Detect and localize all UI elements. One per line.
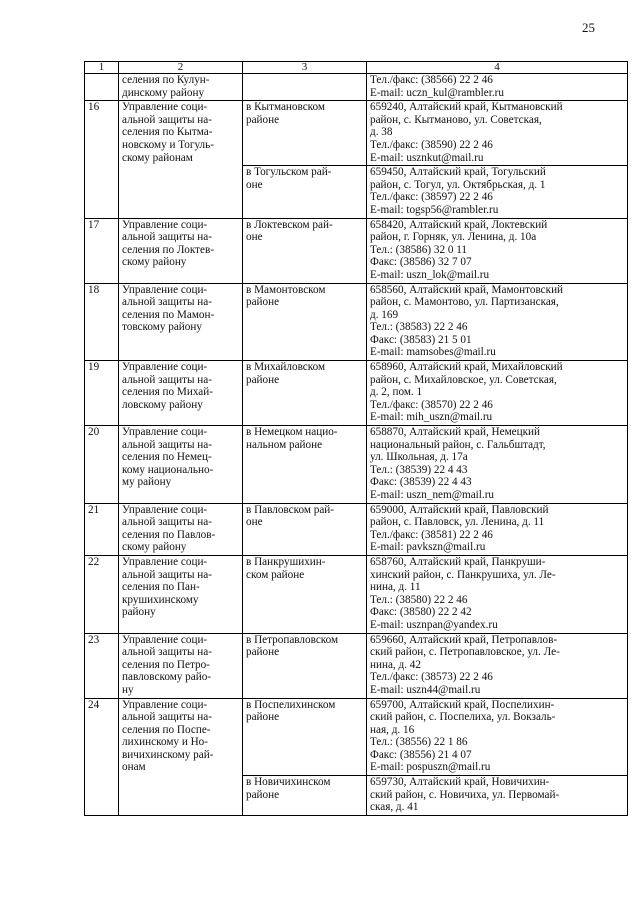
area-line: районе [246, 711, 280, 724]
area-line: районе [246, 646, 280, 659]
contact-cell [367, 218, 628, 283]
contact-line: ная, д. 16 [370, 723, 415, 736]
contact-line: Тел.: (38583) 22 2 46 [370, 321, 468, 334]
contact-line: Тел.: (38556) 22 1 86 [370, 736, 468, 749]
area-line: в Новичихинском [246, 776, 331, 789]
table-row [85, 698, 628, 776]
organization-cell [119, 218, 243, 283]
table-row [85, 283, 628, 361]
row-number: 22 [85, 555, 119, 633]
contact-cell [367, 361, 628, 426]
organization-line: динскому району [122, 86, 205, 99]
organization-line: Управление соци- [122, 218, 208, 231]
contact-line: 659450, Алтайский край, Тогульский [370, 166, 546, 179]
area-cell [243, 101, 367, 166]
table-row [85, 101, 628, 166]
area-line: районе [246, 113, 280, 126]
contact-cell [367, 283, 628, 361]
organization-cell [119, 361, 243, 426]
area-line: в Кытмановском [246, 101, 326, 114]
contact-cell [367, 426, 628, 504]
contact-line: нина, д. 11 [370, 581, 421, 594]
area-cell [243, 361, 367, 426]
organization-line: селения по Пан- [122, 581, 200, 594]
organization-cell [119, 101, 243, 218]
contact-line: 659240, Алтайский край, Кытмановский [370, 101, 563, 114]
organization-line: Управление соци- [122, 426, 208, 439]
organization-cell [119, 283, 243, 361]
organization-line: лихинскому и Но- [122, 736, 209, 749]
contact-cell [367, 633, 628, 698]
contact-cell [367, 74, 628, 101]
social-protection-table [84, 61, 628, 816]
contact-cell [367, 776, 628, 816]
area-line: в Михайловском [246, 361, 326, 374]
row-number [85, 74, 119, 101]
contact-line: ская, д. 41 [370, 801, 419, 814]
area-line: оне [246, 178, 263, 191]
row-number: 20 [85, 426, 119, 504]
area-line: районе [246, 788, 280, 801]
header-cell-1: 1 [85, 62, 119, 74]
email-line: E-mail: usznpan@yandex.ru [370, 618, 498, 631]
email-line: E-mail: pavkszn@mail.ru [370, 541, 486, 554]
contact-line: 658760, Алтайский край, Панкруши- [370, 555, 546, 568]
organization-line: альной защиты на- [122, 711, 212, 724]
contact-line: Факс: (38583) 21 5 01 [370, 333, 472, 346]
area-line: в Поспелихинском [246, 698, 336, 711]
area-line: в Петропавловском [246, 633, 339, 646]
area-line: районе [246, 296, 280, 309]
area-cell [243, 283, 367, 361]
contact-line: 659700, Алтайский край, Поспелихин- [370, 698, 555, 711]
email-line: E-mail: uszn_lok@mail.ru [370, 268, 490, 281]
table-row [85, 361, 628, 426]
area-line: в Немецком нацио- [246, 426, 338, 439]
table-row [85, 633, 628, 698]
organization-line: скому району [122, 541, 187, 554]
contact-line: Тел./факс: (38570) 22 2 46 [370, 398, 493, 411]
contact-line: д. 169 [370, 308, 399, 321]
contact-line: район, с. Мамонтово, ул. Партизанская, [370, 296, 559, 309]
contact-line: национальный район, с. Гальбштадт, [370, 438, 546, 451]
contact-line: ский район, с. Поспелиха, ул. Вокзаль- [370, 711, 556, 724]
organization-cell [119, 555, 243, 633]
organization-line: альной защиты на- [122, 438, 212, 451]
contact-line: район, с. Кытманово, ул. Советская, [370, 113, 542, 126]
organization-line: новскому и Тогуль- [122, 138, 214, 151]
organization-line: селения по Михай- [122, 386, 213, 399]
area-cell [243, 633, 367, 698]
contact-line: Тел.: (38586) 32 0 11 [370, 243, 468, 256]
row-number: 24 [85, 698, 119, 815]
area-cell [243, 503, 367, 555]
table-row [85, 74, 628, 101]
contact-line: Тел.: (38539) 22 4 43 [370, 463, 468, 476]
organization-line: альной защиты на- [122, 113, 212, 126]
area-line: оне [246, 231, 263, 244]
organization-line: альной защиты на- [122, 296, 212, 309]
contact-line: 659730, Алтайский край, Новичихин- [370, 776, 550, 789]
contact-line: Тел./факс: (38566) 22 2 46 [370, 74, 493, 86]
table-row [85, 218, 628, 283]
organization-cell [119, 633, 243, 698]
area-line: нальном районе [246, 438, 323, 451]
header-row [85, 62, 628, 74]
contact-line: ский район, с. Петропавловское, ул. Ле- [370, 646, 560, 659]
contact-line: д. 38 [370, 126, 393, 139]
contact-line: район, с. Тогул, ул. Октябрьская, д. 1 [370, 178, 546, 191]
organization-line: крушихинскому [122, 593, 199, 606]
area-line: в Локтевском рай- [246, 218, 333, 231]
contact-line: Факс: (38580) 22 2 42 [370, 606, 472, 619]
contact-line: Факс: (38556) 21 4 07 [370, 748, 472, 761]
contact-cell [367, 101, 628, 166]
organization-line: му району [122, 476, 172, 489]
organization-line: селения по Локтев- [122, 243, 214, 256]
area-cell [243, 555, 367, 633]
contact-cell [367, 166, 628, 218]
organization-line: селения по Петро- [122, 658, 210, 671]
contact-line: ул. Школьная, д. 17а [370, 451, 468, 464]
organization-line: Управление соци- [122, 633, 208, 646]
contact-line: Факс: (38539) 22 4 43 [370, 476, 472, 489]
contact-line: 658870, Алтайский край, Немецкий [370, 426, 541, 439]
area-cell [243, 776, 367, 816]
contact-line: 659000, Алтайский край, Павловский [370, 503, 549, 516]
email-line: E-mail: togsp56@rambler.ru [370, 203, 499, 216]
organization-line: скому району [122, 256, 187, 269]
organization-cell [119, 698, 243, 815]
organization-line: селения по Немец- [122, 451, 212, 464]
row-number: 16 [85, 101, 119, 218]
organization-line: Управление соци- [122, 101, 208, 114]
organization-cell [119, 426, 243, 504]
area-line: в Павловском рай- [246, 503, 335, 516]
organization-line: Управление соци- [122, 283, 208, 296]
table-body [85, 62, 628, 816]
contact-line: нина, д. 42 [370, 658, 421, 671]
organization-line: альной защиты на- [122, 373, 212, 386]
organization-line: альной защиты на- [122, 516, 212, 529]
contact-cell [367, 555, 628, 633]
area-line: ском районе [246, 568, 305, 581]
contact-line: хинский район, с. Панкрушиха, ул. Ле- [370, 568, 556, 581]
organization-line: Управление соци- [122, 361, 208, 374]
area-cell [243, 218, 367, 283]
contact-line: д. 2, пом. 1 [370, 386, 423, 399]
contact-line: район, г. Горняк, ул. Ленина, д. 10а [370, 231, 537, 244]
contact-line: Тел./факс: (38590) 22 2 46 [370, 138, 493, 151]
organization-line: вичихинскому рай- [122, 748, 214, 761]
area-line: в Тогульском рай- [246, 166, 332, 179]
header-cell-3: 3 [243, 62, 367, 74]
organization-line: селения по Кытма- [122, 126, 213, 139]
email-line: E-mail: pospuszn@mail.ru [370, 761, 491, 774]
contact-cell [367, 698, 628, 776]
email-line: E-mail: mih_uszn@mail.ru [370, 411, 493, 424]
area-line: оне [246, 516, 263, 529]
contact-line: Тел./факс: (38581) 22 2 46 [370, 528, 493, 541]
area-cell [243, 166, 367, 218]
contact-line: Факс: (38586) 32 7 07 [370, 256, 472, 269]
area-line: в Панкрушихин- [246, 555, 326, 568]
area-line: в Мамонтовском [246, 283, 326, 296]
row-number: 18 [85, 283, 119, 361]
organization-line: павловскому райо- [122, 671, 212, 684]
organization-line: онам [122, 761, 146, 774]
table-row [85, 555, 628, 633]
organization-line: Управление соци- [122, 503, 208, 516]
organization-line: альной защиты на- [122, 568, 212, 581]
header-cell-4: 4 [367, 62, 628, 74]
organization-line: Управление соци- [122, 555, 208, 568]
table-row [85, 503, 628, 555]
email-line: E-mail: usznkut@mail.ru [370, 151, 484, 164]
contact-line: 658560, Алтайский край, Мамонтовский [370, 283, 564, 296]
organization-line: товскому району [122, 321, 202, 334]
organization-line: району [122, 606, 156, 619]
organization-line: селения по Павлов- [122, 528, 216, 541]
area-cell [243, 698, 367, 776]
contact-line: район, с. Павловск, ул. Ленина, д. 11 [370, 516, 545, 529]
email-line: E-mail: mamsobes@mail.ru [370, 346, 496, 359]
page-number: 25 [582, 20, 595, 35]
table-row [85, 426, 628, 504]
contact-line: ский район, с. Новичиха, ул. Первомай- [370, 788, 560, 801]
row-number: 23 [85, 633, 119, 698]
organization-line: альной защиты на- [122, 646, 212, 659]
contact-line: Тел./факс: (38597) 22 2 46 [370, 191, 493, 204]
organization-line: ловскому району [122, 398, 203, 411]
contact-cell [367, 503, 628, 555]
organization-line: кому национально- [122, 463, 214, 476]
contact-line: район, с. Михайловское, ул. Советская, [370, 373, 557, 386]
header-cell-2: 2 [119, 62, 243, 74]
row-number: 19 [85, 361, 119, 426]
area-line: районе [246, 373, 280, 386]
organization-line: альной защиты на- [122, 231, 212, 244]
row-number: 17 [85, 218, 119, 283]
contact-line: Тел./факс: (38573) 22 2 46 [370, 671, 493, 684]
organization-line: ну [122, 683, 134, 696]
organization-line: Управление соци- [122, 698, 208, 711]
contact-line: 658420, Алтайский край, Локтевский [370, 218, 548, 231]
organization-line: селения по Мамон- [122, 308, 215, 321]
organization-line: селения по Кулун- [122, 74, 210, 86]
area-cell [243, 74, 367, 101]
organization-line: селения по Поспе- [122, 723, 211, 736]
contact-line: 659660, Алтайский край, Петропавлов- [370, 633, 558, 646]
organization-cell [119, 503, 243, 555]
email-line: E-mail: uszn_nem@mail.ru [370, 489, 495, 501]
organization-cell [119, 74, 243, 101]
contact-line: Тел.: (38580) 22 2 46 [370, 593, 468, 606]
email-line: E-mail: uszn44@mail.ru [370, 683, 481, 696]
organization-line: скому районам [122, 151, 193, 164]
row-number: 21 [85, 503, 119, 555]
email-line: E-mail: uczn_kul@rambler.ru [370, 86, 504, 99]
area-cell [243, 426, 367, 504]
contact-line: 658960, Алтайский край, Михайловский [370, 361, 563, 374]
